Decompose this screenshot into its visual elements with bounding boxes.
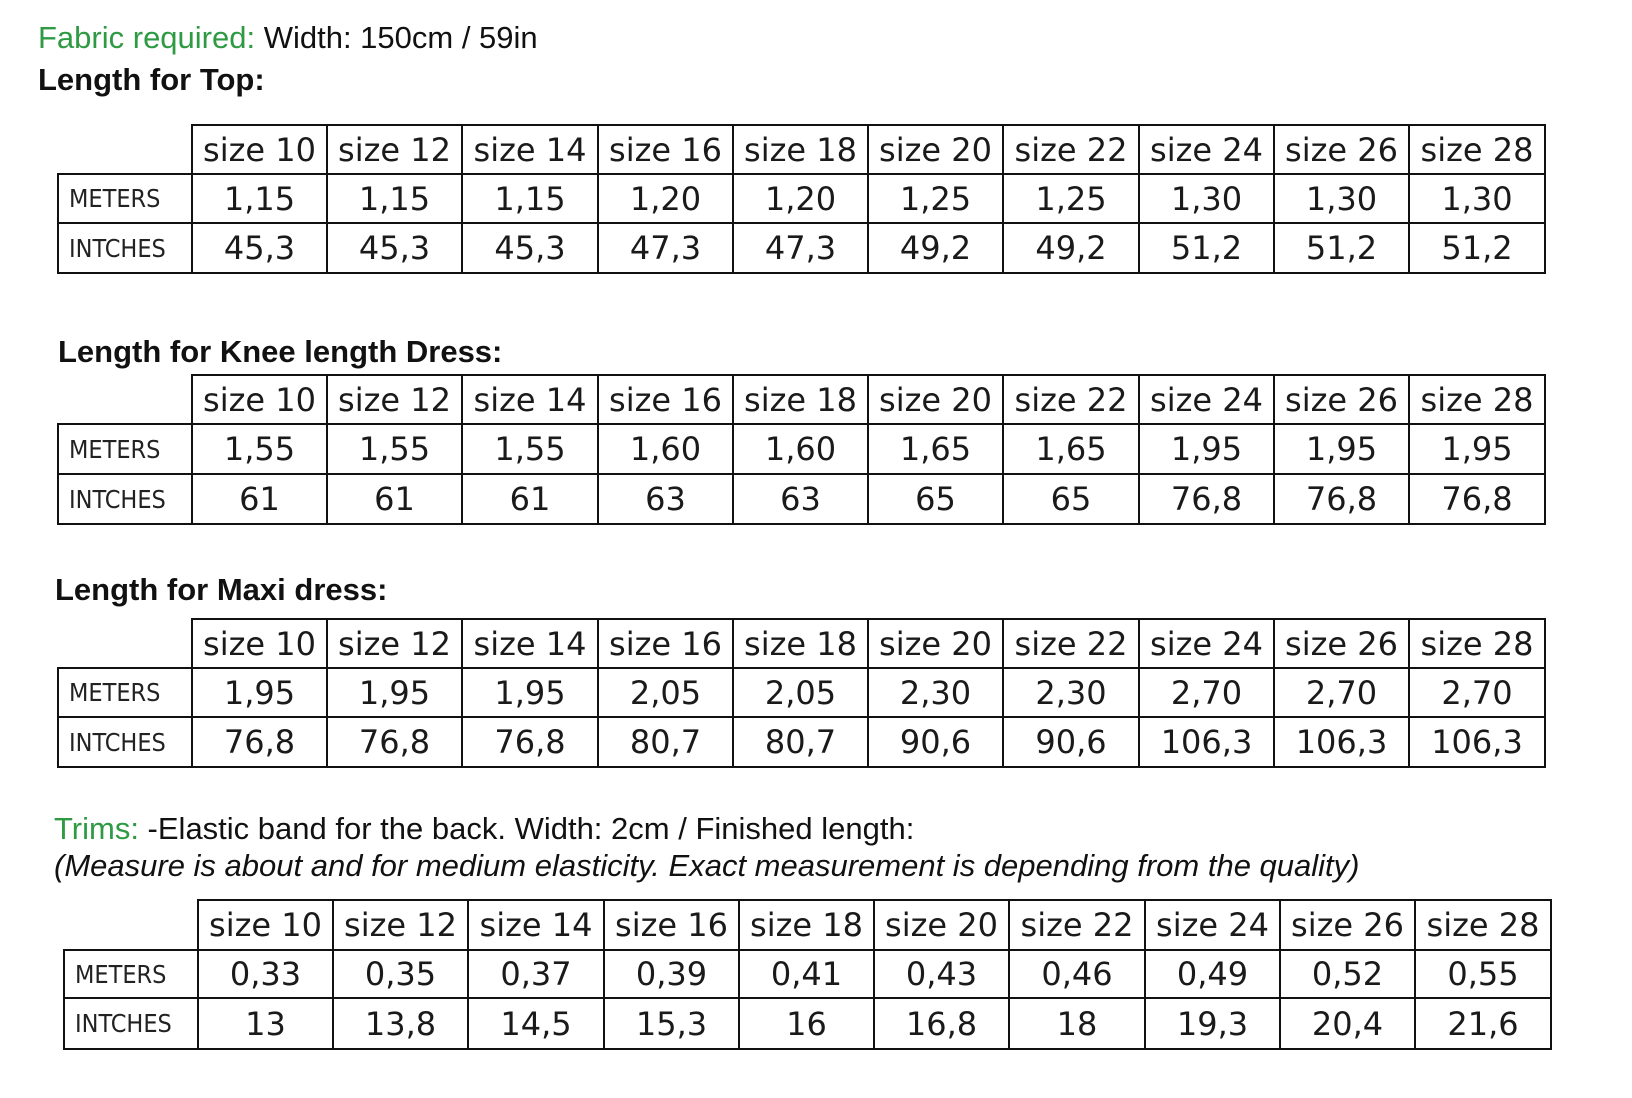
size-table-top — [57, 124, 1546, 274]
meters-row-label: METERS — [58, 668, 192, 717]
size-header-cell: size 16 — [598, 125, 733, 174]
size-header-cell: size 26 — [1274, 619, 1409, 668]
inches-value-cell: 63 — [733, 474, 868, 524]
meters-value-cell: 0,55 — [1415, 950, 1551, 998]
meters-value-cell: 1,25 — [1003, 174, 1139, 223]
inches-row-label: INTCHES — [58, 717, 192, 767]
meters-value-cell: 0,43 — [874, 950, 1009, 998]
meters-value-cell: 1,95 — [1139, 424, 1274, 474]
size-header-cell: size 22 — [1003, 619, 1139, 668]
inches-value-cell: 76,8 — [1274, 474, 1409, 524]
inches-value-cell: 16 — [739, 998, 874, 1049]
meters-value-cell: 1,60 — [733, 424, 868, 474]
inches-value-cell: 47,3 — [733, 223, 868, 273]
size-table-elastic-band — [63, 899, 1552, 1050]
inches-value-cell: 51,2 — [1274, 223, 1409, 273]
inches-row-label: INTCHES — [64, 998, 198, 1049]
inches-row — [64, 998, 1551, 1049]
size-header-cell: size 18 — [739, 900, 874, 950]
meters-value-cell: 0,46 — [1009, 950, 1145, 998]
fabric-required-label: Fabric required: — [38, 20, 256, 55]
meters-value-cell: 2,70 — [1409, 668, 1545, 717]
size-header-cell: size 20 — [874, 900, 1009, 950]
meters-value-cell: 1,95 — [1409, 424, 1545, 474]
section-title-maxi-dress: Length for Maxi dress: — [55, 572, 388, 607]
fabric-required-line — [38, 20, 538, 56]
inches-value-cell: 76,8 — [1139, 474, 1274, 524]
section-title-top: Length for Top: — [38, 62, 265, 97]
meters-value-cell: 1,15 — [462, 174, 598, 223]
inches-value-cell: 106,3 — [1409, 717, 1545, 767]
inches-value-cell: 21,6 — [1415, 998, 1551, 1049]
meters-row-label: METERS — [58, 174, 192, 223]
meters-row — [58, 668, 1545, 717]
inches-value-cell: 65 — [868, 474, 1003, 524]
table-corner — [64, 900, 198, 950]
table-corner — [58, 619, 192, 668]
size-header-cell: size 26 — [1274, 375, 1409, 424]
size-header-cell: size 12 — [333, 900, 468, 950]
size-header-cell: size 24 — [1139, 619, 1274, 668]
meters-value-cell: 1,55 — [327, 424, 462, 474]
size-table-knee-dress — [57, 374, 1546, 525]
size-header-cell: size 28 — [1409, 375, 1545, 424]
inches-value-cell: 61 — [462, 474, 598, 524]
meters-row — [58, 424, 1545, 474]
meters-row-label: METERS — [58, 424, 192, 474]
meters-value-cell: 1,55 — [462, 424, 598, 474]
size-header-cell: size 12 — [327, 375, 462, 424]
size-header-row — [58, 125, 1545, 174]
inches-value-cell: 45,3 — [327, 223, 462, 273]
inches-value-cell: 45,3 — [192, 223, 327, 273]
meters-row — [58, 174, 1545, 223]
meters-value-cell: 1,95 — [192, 668, 327, 717]
inches-value-cell: 106,3 — [1274, 717, 1409, 767]
size-header-cell: size 18 — [733, 375, 868, 424]
size-header-cell: size 10 — [198, 900, 333, 950]
inches-value-cell: 61 — [327, 474, 462, 524]
meters-value-cell: 0,33 — [198, 950, 333, 998]
size-header-cell: size 12 — [327, 619, 462, 668]
size-header-cell: size 24 — [1139, 375, 1274, 424]
meters-value-cell: 1,95 — [327, 668, 462, 717]
trims-note: (Measure is about and for medium elasticity. Exact measurement is depending from the quality) — [54, 848, 1360, 883]
size-header-cell: size 24 — [1145, 900, 1280, 950]
inches-value-cell: 76,8 — [1409, 474, 1545, 524]
inches-value-cell: 14,5 — [468, 998, 604, 1049]
meters-value-cell: 1,30 — [1139, 174, 1274, 223]
meters-value-cell: 0,41 — [739, 950, 874, 998]
inches-value-cell: 19,3 — [1145, 998, 1280, 1049]
size-header-row — [58, 619, 1545, 668]
size-header-cell: size 14 — [462, 375, 598, 424]
size-header-cell: size 18 — [733, 619, 868, 668]
inches-row — [58, 223, 1545, 273]
trims-description: -Elastic band for the back. Width: 2cm / Finished length: — [138, 811, 915, 846]
meters-value-cell: 2,05 — [733, 668, 868, 717]
meters-value-cell: 1,15 — [327, 174, 462, 223]
size-header-cell: size 16 — [598, 619, 733, 668]
inches-row — [58, 717, 1545, 767]
inches-row-label: INTCHES — [58, 223, 192, 273]
meters-value-cell: 2,70 — [1139, 668, 1274, 717]
size-header-cell: size 14 — [462, 125, 598, 174]
inches-value-cell: 80,7 — [598, 717, 733, 767]
inches-value-cell: 51,2 — [1139, 223, 1274, 273]
meters-value-cell: 1,30 — [1409, 174, 1545, 223]
inches-value-cell: 18 — [1009, 998, 1145, 1049]
meters-value-cell: 2,30 — [868, 668, 1003, 717]
inches-value-cell: 63 — [598, 474, 733, 524]
inches-value-cell: 20,4 — [1280, 998, 1415, 1049]
meters-value-cell: 1,20 — [733, 174, 868, 223]
inches-row — [58, 474, 1545, 524]
size-header-cell: size 10 — [192, 619, 327, 668]
meters-row — [64, 950, 1551, 998]
trims-line — [54, 811, 914, 847]
size-header-cell: size 20 — [868, 375, 1003, 424]
inches-value-cell: 80,7 — [733, 717, 868, 767]
meters-value-cell: 1,30 — [1274, 174, 1409, 223]
size-header-cell: size 22 — [1003, 125, 1139, 174]
size-header-cell: size 26 — [1280, 900, 1415, 950]
meters-value-cell: 1,65 — [1003, 424, 1139, 474]
size-header-cell: size 14 — [468, 900, 604, 950]
inches-value-cell: 13,8 — [333, 998, 468, 1049]
size-header-cell: size 24 — [1139, 125, 1274, 174]
size-header-cell: size 16 — [604, 900, 739, 950]
inches-value-cell: 76,8 — [192, 717, 327, 767]
inches-value-cell: 15,3 — [604, 998, 739, 1049]
inches-value-cell: 76,8 — [462, 717, 598, 767]
meters-value-cell: 0,35 — [333, 950, 468, 998]
meters-value-cell: 1,20 — [598, 174, 733, 223]
size-header-cell: size 28 — [1415, 900, 1551, 950]
inches-value-cell: 76,8 — [327, 717, 462, 767]
inches-value-cell: 45,3 — [462, 223, 598, 273]
meters-value-cell: 1,55 — [192, 424, 327, 474]
size-header-cell: size 20 — [868, 125, 1003, 174]
meters-value-cell: 1,95 — [1274, 424, 1409, 474]
inches-value-cell: 51,2 — [1409, 223, 1545, 273]
size-header-row — [64, 900, 1551, 950]
inches-value-cell: 47,3 — [598, 223, 733, 273]
meters-value-cell: 2,30 — [1003, 668, 1139, 717]
inches-value-cell: 49,2 — [1003, 223, 1139, 273]
meters-value-cell: 0,37 — [468, 950, 604, 998]
meters-value-cell: 2,05 — [598, 668, 733, 717]
meters-value-cell: 1,60 — [598, 424, 733, 474]
size-header-cell: size 22 — [1003, 375, 1139, 424]
meters-value-cell: 0,49 — [1145, 950, 1280, 998]
trims-label: Trims: — [54, 811, 139, 846]
inches-row-label: INTCHES — [58, 474, 192, 524]
size-header-cell: size 22 — [1009, 900, 1145, 950]
table-corner — [58, 375, 192, 424]
meters-value-cell: 1,25 — [868, 174, 1003, 223]
meters-value-cell: 1,65 — [868, 424, 1003, 474]
inches-value-cell: 13 — [198, 998, 333, 1049]
size-header-cell: size 28 — [1409, 125, 1545, 174]
meters-value-cell: 1,15 — [192, 174, 327, 223]
section-title-knee-dress: Length for Knee length Dress: — [58, 334, 503, 369]
fabric-width-value: Width: 150cm / 59in — [255, 20, 538, 55]
inches-value-cell: 90,6 — [1003, 717, 1139, 767]
meters-value-cell: 2,70 — [1274, 668, 1409, 717]
size-header-cell: size 18 — [733, 125, 868, 174]
size-header-row — [58, 375, 1545, 424]
size-header-cell: size 28 — [1409, 619, 1545, 668]
meters-value-cell: 0,39 — [604, 950, 739, 998]
inches-value-cell: 90,6 — [868, 717, 1003, 767]
size-header-cell: size 26 — [1274, 125, 1409, 174]
size-header-cell: size 20 — [868, 619, 1003, 668]
inches-value-cell: 49,2 — [868, 223, 1003, 273]
size-header-cell: size 10 — [192, 375, 327, 424]
size-table-maxi-dress — [57, 618, 1546, 768]
inches-value-cell: 61 — [192, 474, 327, 524]
inches-value-cell: 106,3 — [1139, 717, 1274, 767]
size-header-cell: size 12 — [327, 125, 462, 174]
inches-value-cell: 16,8 — [874, 998, 1009, 1049]
table-corner — [58, 125, 192, 174]
size-header-cell: size 16 — [598, 375, 733, 424]
meters-value-cell: 0,52 — [1280, 950, 1415, 998]
meters-row-label: METERS — [64, 950, 198, 998]
inches-value-cell: 65 — [1003, 474, 1139, 524]
meters-value-cell: 1,95 — [462, 668, 598, 717]
size-header-cell: size 14 — [462, 619, 598, 668]
size-header-cell: size 10 — [192, 125, 327, 174]
